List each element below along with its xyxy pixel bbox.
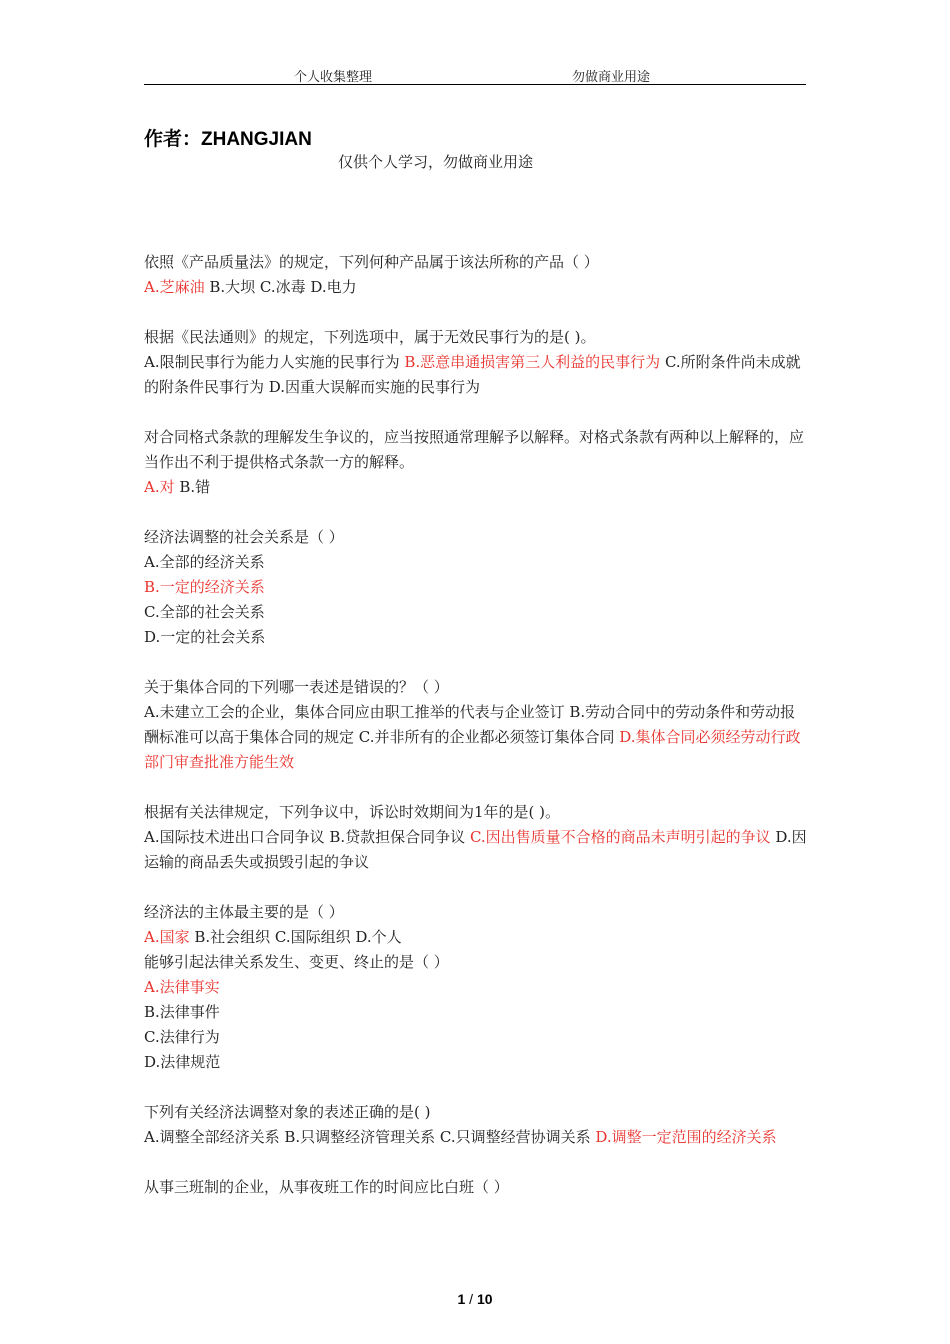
correct-answer: D.调整一定范围的经济关系 [595, 1128, 777, 1146]
question-stem: 根据《民法通则》的规定，下列选项中，属于无效民事行为的是( )。 [144, 328, 596, 346]
question-options [144, 1125, 808, 1150]
option-a: A.全部的经济关系 [144, 553, 265, 571]
correct-answer: A.国家 [144, 928, 190, 946]
question-3 [144, 425, 808, 500]
header-left-text: 个人收集整理 [294, 70, 373, 85]
option-c: C.法律行为 [144, 1028, 220, 1046]
options-before: A.未建立工会的企业，集体合同应由职工推举的代表与企业签订 B.劳动合同中的劳动条件和劳动报酬标准可以高于集体合同的规定 C.并非所有的企业都必须签订集体合同 [144, 703, 796, 746]
question-10 [144, 1175, 808, 1200]
question-list [144, 250, 808, 1200]
option-a-correct: A.法律事实 [144, 978, 220, 996]
correct-answer: D.集体合同必须经劳动行政部门审查批准方能生效 [144, 728, 801, 771]
question-options [144, 925, 808, 950]
options-before: A.限制民事行为能力人实施的民事行为 [144, 353, 405, 371]
question-stem: 经济法调整的社会关系是（ ） [144, 528, 344, 546]
question-4 [144, 525, 808, 650]
question-stem: 下列有关经济法调整对象的表述正确的是( ) [144, 1103, 431, 1121]
correct-answer: A.对 [144, 478, 175, 496]
question-stem: 依照《产品质量法》的规定，下列何种产品属于该法所称的产品（ ） [144, 253, 599, 271]
options-after: D.因运输的商品丢失或损毁引起的争议 [144, 828, 807, 871]
question-stem: 根据有关法律规定，下列争议中，诉讼时效期间为1年的是( )。 [144, 803, 561, 821]
option-d: D.一定的社会关系 [144, 628, 266, 646]
question-stem: 能够引起法律关系发生、变更、终止的是（ ） [144, 953, 449, 971]
question-options [144, 475, 808, 500]
question-options [144, 350, 808, 400]
option-b: B.法律事件 [144, 1003, 220, 1021]
question-stem: 关于集体合同的下列哪一表述是错误的？（ ） [144, 678, 449, 696]
options-before: A.调整全部经济关系 B.只调整经济管理关系 C.只调整经营协调关系 [144, 1128, 596, 1146]
correct-answer: B.恶意串通损害第三人利益的民事行为 [404, 353, 661, 371]
question-stem: 从事三班制的企业，从事夜班工作的时间应比白班（ ） [144, 1178, 509, 1196]
page-header [144, 66, 806, 85]
page-number [0, 1291, 950, 1307]
option-d: D.法律规范 [144, 1053, 221, 1071]
correct-answer: A.芝麻油 [144, 278, 205, 296]
question-2 [144, 325, 808, 400]
header-right-text: 勿做商业用途 [572, 70, 651, 85]
question-5 [144, 675, 808, 775]
question-7 [144, 900, 808, 950]
total-pages: 10 [476, 1291, 493, 1307]
options-after: B.错 [174, 478, 211, 496]
question-9 [144, 1100, 808, 1150]
option-c: C.全部的社会关系 [144, 603, 265, 621]
options-after: C.所附条件尚未成就的附条件民事行为 D.因重大误解而实施的民事行为 [144, 353, 801, 396]
other-options: B.大坝 C.冰毒 D.电力 [204, 278, 357, 296]
options-after: B.社会组织 C.国际组织 D.个人 [189, 928, 402, 946]
option-b-correct: B.一定的经济关系 [144, 578, 265, 596]
page-separator: / [465, 1291, 477, 1307]
question-stem: 经济法的主体最主要的是（ ） [144, 903, 344, 921]
question-6 [144, 800, 808, 875]
question-options [144, 275, 808, 300]
question-1 [144, 250, 808, 300]
question-8 [144, 950, 808, 1075]
options-before: A.国际技术进出口合同争议 B.贷款担保合同争议 [144, 828, 470, 846]
current-page: 1 [457, 1291, 466, 1307]
question-stem: 对合同格式条款的理解发生争议的，应当按照通常理解予以解释。对格式条款有两种以上解释的，应当作出不利于提供格式条款一方的解释。 [144, 428, 805, 471]
question-options [144, 700, 808, 775]
author-line: 作者：ZHANGJIAN [144, 129, 312, 150]
subtitle: 仅供个人学习，勿做商业用途 [338, 153, 534, 171]
correct-answer: C.因出售质量不合格的商品未声明引起的争议 [469, 828, 771, 846]
question-options [144, 825, 808, 875]
